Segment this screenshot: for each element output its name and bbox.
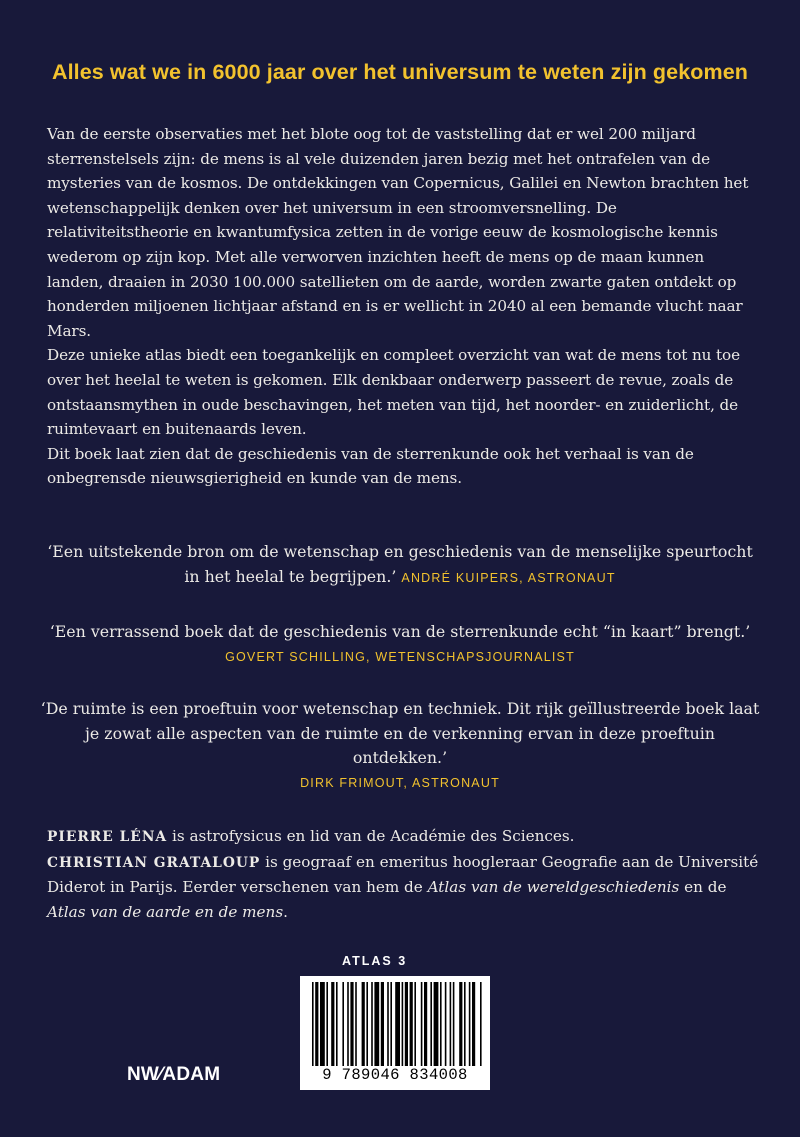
description-paragraph-3: Dit boek laat zien dat de geschiedenis van de sterrenkunde ook het verhaal is van de onbegrensde nieuwsgierigheid en kunde van de mens. [47,444,694,488]
author-bio-text: is astrofysicus en lid van de Académie des Sciences. [167,827,575,845]
quote-text: ‘De ruimte is een proeftuin voor wetenschap en techniek. Dit rijk geïllustreerde boek laat je zowat alle aspecten van de ruimte en de verkenning ervan in deze proeftuin ontdekken.’ [40,699,760,767]
quote-attribution: GOVERT SCHILLING, WETENSCHAPSJOURNALIST [225,649,575,664]
author-bio-text: en de [679,878,727,897]
author-bio-lena [47,824,759,850]
author-bio-text: is geograaf en emeritus hoogleraar Geografie aan de Université Diderot in Parijs. Eerder verschenen van hem de [47,852,759,897]
quote-attribution: ANDRÉ KUIPERS, ASTRONAUT [401,570,616,585]
quote-text: ‘Een uitstekende bron om de wetenschap en geschiedenis van de menselijke speurtocht in het heelal te begrijpen.’ [47,542,753,586]
quote-text: ‘Een verrassend boek dat de geschiedenis van de sterrenkunde echt “in kaart” brengt.’ [49,622,751,641]
author-bio-text: . [283,902,288,921]
description [47,122,759,491]
quote-attribution: DIRK FRIMOUT, ASTRONAUT [300,775,500,790]
headline: Alles wat we in 6000 jaar over het universum te weten zijn gekomen [51,60,749,84]
description-paragraph-1: Van de eerste observaties met het blote oog tot de vaststelling dat er wel 200 miljard sterrenstelsels zijn: de mens is al vele duizenden jaren bezig met het ontrafelen van de mysteries van de kosmos. De ontdekkingen van Copernicus, Galilei en Newton brachten het wetenschappelijk denken over het universum in een stroomversnelling. De relativiteitstheorie en kwantumfysica zetten in de vorige eeuw de kosmologische kennis wederom op zijn kop. Met alle verworven inzichten heeft de mens op de maan kunnen landen, draaien in 2030 100.000 satellieten om de aarde, worden zwarte gaten ontdekt op honderden miljoenen lichtjaar afstand en is er wellicht in 2040 al een bemande vlucht naar Mars. [47,125,749,340]
author-name: CHRISTIAN GRATALOUP [47,854,261,871]
book-title: Atlas van de aarde en de mens [47,902,284,921]
isbn-barcode [300,976,490,1090]
barcode-bars-icon [300,976,490,1068]
series-label: ATLAS 3 [342,954,408,968]
publisher-logo: NW⁄ADAM [127,1064,221,1085]
review-quote-kuipers [40,540,760,590]
author-bios [47,824,759,924]
description-paragraph-2: Deze unieke atlas biedt een toegankelijk en compleet overzicht van wat de mens tot nu toe over het heelal te weten is gekomen. Elk denkbaar onderwerp passeert de revue, zoals de ontstaansmythen in oude beschavingen, het meten van tijd, het noorder- en zuiderlicht, de ruimtevaart en buitenaards leven. [47,346,740,439]
review-quote-frimout [40,697,760,795]
author-name: PIERRE LÉNA [47,829,168,845]
review-quote-schilling [40,620,760,669]
isbn-number: 9 789046 834008 [322,1066,468,1084]
author-bio-grataloup [47,850,759,925]
book-title: Atlas van de wereldgeschiedenis [427,878,680,897]
